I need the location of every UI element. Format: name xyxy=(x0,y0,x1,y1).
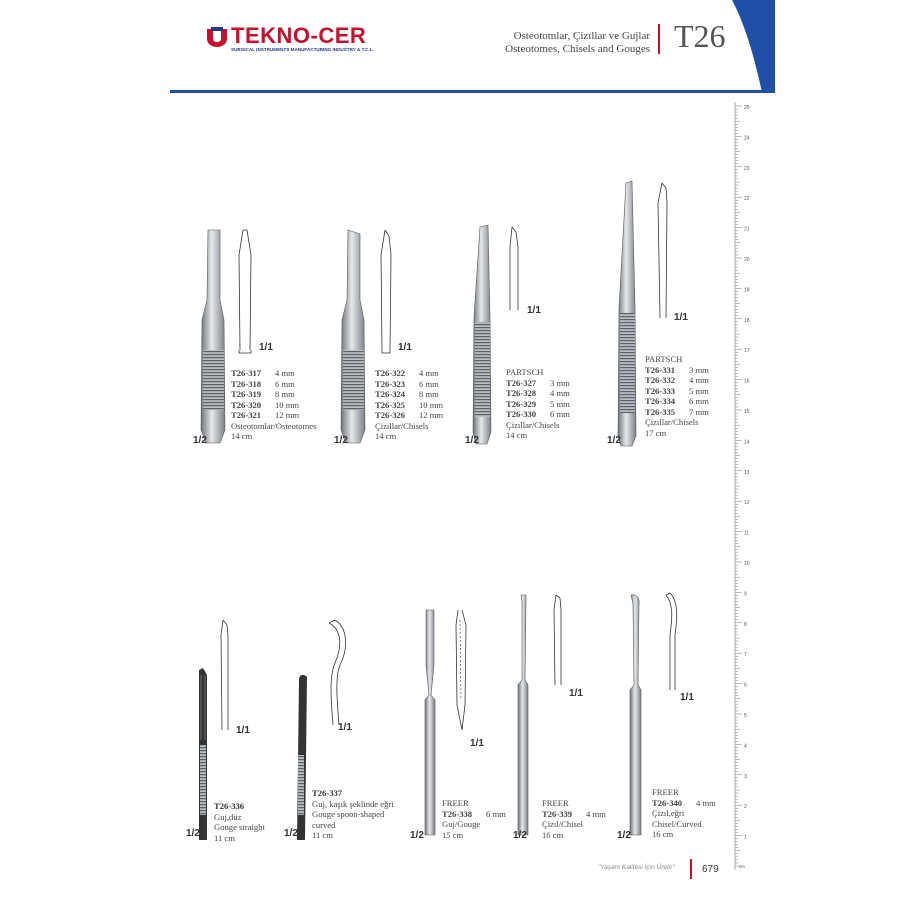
item-desc: Guj/Gouge xyxy=(442,819,481,829)
ruler-label: 15 xyxy=(744,409,750,415)
group-desc: Osteotomlar/Osteotomes xyxy=(231,420,317,431)
ruler-label: 22 xyxy=(744,196,750,203)
item-code: T26-337 xyxy=(312,788,343,798)
item-row: T26-322 4 mm xyxy=(375,368,439,378)
scale-full-7: 1/1 xyxy=(470,738,484,749)
title-tr: Osteotomlar, Çizıllar ve Gujlar xyxy=(513,30,650,42)
item-row: T26-333 5 mm xyxy=(645,385,709,396)
scale-half-5: 1/2 xyxy=(186,828,200,839)
ruler-label: 5 xyxy=(744,713,747,719)
item-row: T26-318 6 mm xyxy=(231,378,295,389)
group-length: 14 cm xyxy=(506,430,528,440)
ruler-label: 2 xyxy=(744,804,747,811)
item-row: T26-339 4 mm xyxy=(542,808,606,819)
freer-gouge-label xyxy=(442,798,506,840)
item-row: T26-334 6 mm xyxy=(645,396,709,406)
item-prefix: FREER xyxy=(542,798,569,808)
item-length: 16 cm xyxy=(542,829,564,840)
ruler-label: 12 xyxy=(744,500,750,507)
scale-half-3: 1/2 xyxy=(465,435,479,446)
ruler-label: 19 xyxy=(744,287,750,294)
item-desc-en: Gouge spoon-shaped xyxy=(312,809,385,819)
item-desc-en-2: curved xyxy=(312,819,336,830)
group-prefix: PARTSCH xyxy=(645,354,683,364)
group-desc: Çizıllar/Chisels xyxy=(645,417,699,427)
item-row: T26-320 10 mm xyxy=(231,399,300,410)
item-row: T26-321 12 mm xyxy=(231,410,300,420)
item-row: T26-330 6 mm xyxy=(506,409,570,419)
scale-full-8: 1/1 xyxy=(569,688,583,699)
item-row: T26-332 4 mm xyxy=(645,375,709,385)
group-desc: Çizıllar/Chisels xyxy=(506,419,560,430)
ruler-label: 24 xyxy=(744,135,750,142)
item-code: T26-336 xyxy=(214,801,245,811)
scale-full-9: 1/1 xyxy=(680,692,694,703)
footer-slogan: "Yaşam Kalitesi İçin Üretir" xyxy=(598,864,675,871)
ruler-label: 8 xyxy=(744,621,747,628)
ruler-label: 4 xyxy=(744,743,747,750)
group-length: 14 cm xyxy=(231,431,253,441)
page-number: 679 xyxy=(702,864,719,875)
group-desc: Çizıllar/Chisels xyxy=(375,420,429,431)
brand-logo xyxy=(205,24,375,54)
freer-curved-chisel-label xyxy=(652,787,716,840)
group-osteotomes-label xyxy=(231,368,316,442)
section-code: T26 xyxy=(674,18,726,54)
gouge-spoon-label xyxy=(312,788,394,841)
item-row: T26-328 4 mm xyxy=(506,388,570,398)
measurement-ruler xyxy=(733,102,753,872)
scale-half-8: 1/2 xyxy=(513,830,527,841)
ruler-label: 14 xyxy=(744,439,750,446)
scale-half-9: 1/2 xyxy=(617,830,631,841)
ruler-label: 16 xyxy=(744,378,750,385)
scale-full-1: 1/1 xyxy=(259,342,273,353)
item-row: T26-317 4 mm xyxy=(231,368,295,378)
item-desc-en: Gouge straight xyxy=(214,822,265,832)
freer-chisel-label xyxy=(542,798,606,840)
item-length: 16 cm xyxy=(652,829,674,839)
ruler-label: 17 xyxy=(744,348,750,355)
brand-tagline: SURGICAL INSTRUMENTS MANUFACTURING INDUSTRY & T.C.L. xyxy=(231,47,374,52)
scale-full-4: 1/1 xyxy=(674,312,688,323)
scale-half-4: 1/2 xyxy=(607,435,621,446)
ruler-label: 20 xyxy=(744,257,750,263)
item-row: T26-327 3 mm xyxy=(506,377,570,388)
item-row: T26-326 12 mm xyxy=(375,410,444,420)
scale-half-1: 1/2 xyxy=(193,435,207,446)
ruler-label: 3 xyxy=(744,773,747,780)
ruler-label: 6 xyxy=(744,682,747,689)
item-desc-tr: Guj, kaşık şeklinde eğri xyxy=(312,798,394,809)
scale-half-6: 1/2 xyxy=(284,828,298,839)
item-desc-en: Chisel/Curved xyxy=(652,818,702,829)
ruler-label: 9 xyxy=(744,591,747,598)
item-row: T26-325 10 mm xyxy=(375,399,444,410)
scale-half-2: 1/2 xyxy=(334,435,348,446)
item-length: 15 cm xyxy=(442,829,464,840)
group-prefix: PARTSCH xyxy=(506,367,544,377)
ruler-unit: cm xyxy=(739,864,745,869)
scale-full-5: 1/1 xyxy=(236,725,250,736)
item-row: T26-323 6 mm xyxy=(375,378,439,389)
ruler-label: 7 xyxy=(744,652,747,659)
item-row: T26-324 8 mm xyxy=(375,389,439,399)
item-prefix: FREER xyxy=(442,798,469,808)
group-partsch-14-label xyxy=(506,367,570,441)
item-row: T26-340 4 mm xyxy=(652,797,716,808)
item-row: T26-319 8 mm xyxy=(231,389,295,399)
logo-mark-icon xyxy=(205,26,229,48)
header-divider xyxy=(658,24,660,54)
gouge-straight-label xyxy=(214,801,265,843)
item-length: 11 cm xyxy=(214,832,235,843)
item-desc-tr: Guj,düz xyxy=(214,811,242,822)
group-length: 14 cm xyxy=(375,431,397,441)
group-length: 17 cm xyxy=(645,427,667,438)
ruler-label: 10 xyxy=(744,561,750,567)
header-swoosh xyxy=(0,0,900,100)
ruler-label: 13 xyxy=(744,469,750,476)
item-desc-tr: Çizıl,eğri xyxy=(652,808,685,818)
group-chisels-label xyxy=(375,368,443,442)
item-desc: Çizıl/Chisel xyxy=(542,819,584,829)
item-row: T26-331 3 mm xyxy=(645,364,709,375)
ruler-label: 11 xyxy=(744,530,750,537)
scale-full-2: 1/1 xyxy=(398,342,412,353)
item-length: 11 cm xyxy=(312,830,333,840)
item-row: T26-329 5 mm xyxy=(506,398,570,409)
group-partsch-17-label xyxy=(645,354,709,438)
ruler-label: 25 xyxy=(744,105,750,111)
scale-half-7: 1/2 xyxy=(410,830,424,841)
item-row: T26-335 7 mm xyxy=(645,406,709,417)
scale-full-6: 1/1 xyxy=(338,722,352,733)
ruler-label: 18 xyxy=(744,317,750,324)
scale-full-3: 1/1 xyxy=(527,305,541,316)
page-title xyxy=(505,30,650,56)
brand-name: TEKNO-CER xyxy=(231,23,367,48)
ruler-label: 21 xyxy=(744,226,750,233)
title-en: Osteotomes, Chisels and Gouges xyxy=(505,43,650,55)
ruler-label: 23 xyxy=(744,165,750,172)
footer-divider xyxy=(690,859,692,879)
item-row: T26-338 6 mm xyxy=(442,808,506,819)
ruler-label: 1 xyxy=(744,834,747,841)
item-prefix: FREER xyxy=(652,787,679,797)
